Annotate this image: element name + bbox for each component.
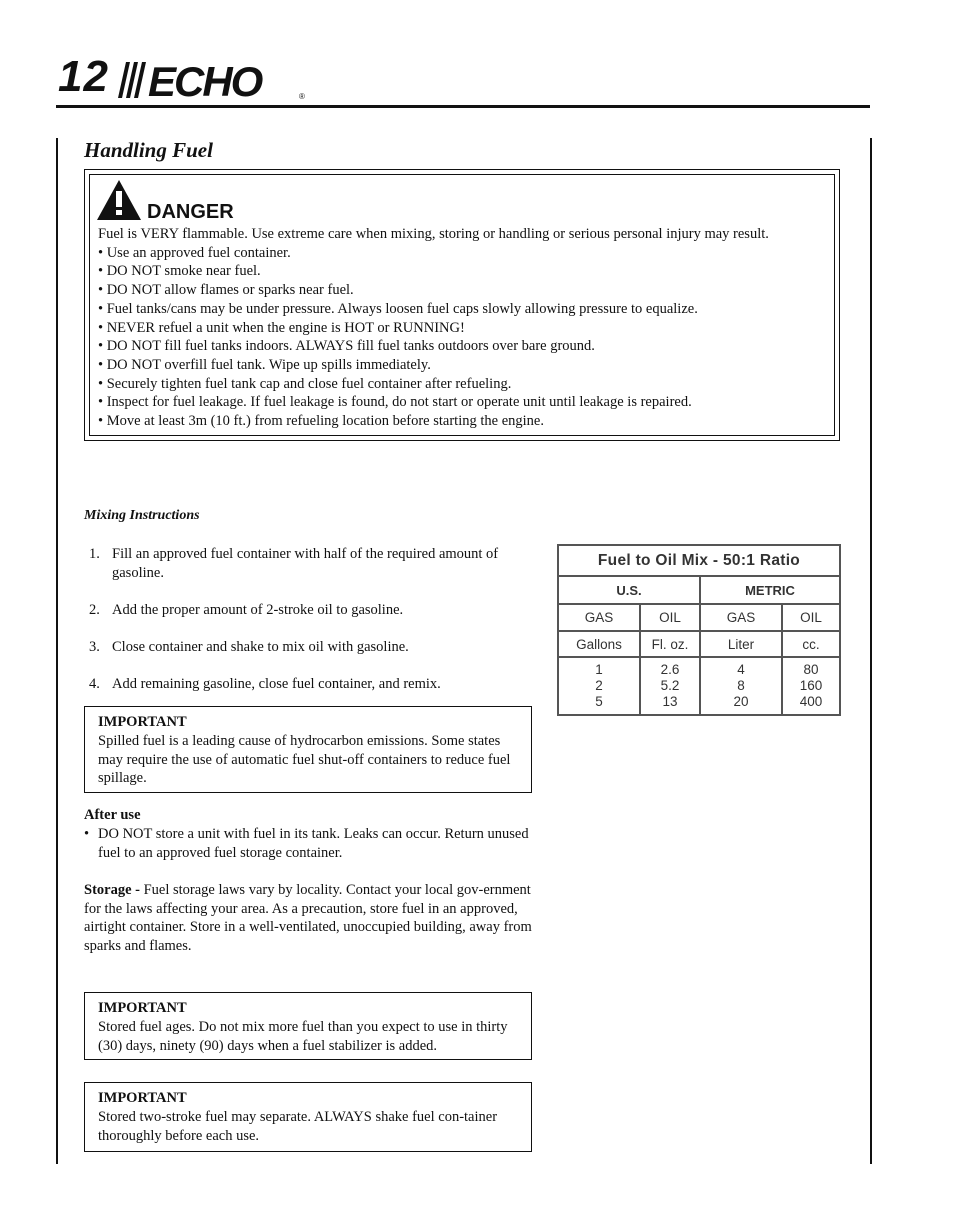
important-box-fuel-ages [84, 992, 532, 1060]
danger-item: • NEVER refuel a unit when the engine is HOT or RUNNING! [98, 319, 465, 336]
step-number: 4. [89, 676, 100, 692]
section-title: Handling Fuel [84, 138, 213, 162]
table-cell: 8 [737, 678, 745, 693]
important-text: Spilled fuel is a leading cause of hydrocarbon emissions. Some states may require the use of automatic fuel shut-off containers to reduce fuel spillage. [98, 732, 511, 787]
table-title: Fuel to Oil Mix - 50:1 Ratio [558, 545, 840, 576]
storage-text: Fuel storage laws vary by locality. Contact your local gov-ernment for the laws affecting your area. As a precaution, store fuel in an approved, airtight container. Store in a well-ventilated, unoccupied building, away from sparks and flames. [84, 882, 532, 955]
danger-item: • DO NOT fill fuel tanks indoors. ALWAYS fill fuel tanks outdoors over bare ground. [98, 338, 595, 355]
danger-text [98, 225, 828, 431]
fuel-oil-mix-table [557, 544, 841, 716]
table-cell: 4 [737, 662, 745, 677]
table-cell: 2 [595, 678, 603, 693]
step-text: Close container and shake to mix oil with gasoline. [112, 639, 409, 655]
table-cell: 5 [595, 694, 603, 709]
step-number: 3. [89, 639, 100, 655]
table-cell: 400 [799, 694, 823, 709]
danger-item: • Use an approved fuel container. [98, 244, 291, 261]
logo-wordmark: ECHO [148, 58, 262, 102]
danger-item: • Fuel tanks/cans may be under pressure. Always loosen fuel caps slowly allowing pressure to equalize. [98, 300, 698, 317]
table-values-column [700, 657, 782, 715]
table-group-metric: METRIC [700, 576, 840, 604]
after-use-section [84, 806, 534, 863]
danger-item: • DO NOT smoke near fuel. [98, 263, 261, 280]
header-rule [56, 105, 870, 108]
table-values-column [640, 657, 700, 715]
danger-intro: Fuel is VERY flammable. Use extreme care when mixing, storing or handling or serious personal injury may result. [98, 226, 769, 242]
table-column-header: GAS [700, 604, 782, 631]
danger-item: • DO NOT overfill fuel tank. Wipe up spills immediately. [98, 356, 431, 373]
table-column-header: OIL [782, 604, 840, 631]
table-cell: 20 [733, 694, 749, 709]
important-box-spilled-fuel [84, 706, 532, 793]
table-cell: 80 [803, 662, 819, 677]
important-heading: IMPORTANT [98, 1090, 187, 1106]
danger-item: • DO NOT allow flames or sparks near fuel. [98, 282, 354, 299]
mixing-heading: Mixing Instructions [84, 508, 200, 523]
danger-item: • Securely tighten fuel tank cap and close fuel container after refueling. [98, 375, 512, 392]
step-number: 2. [89, 602, 100, 618]
table-cell: 13 [662, 694, 678, 709]
step-text: Fill an approved fuel container with half of the required amount of gasoline. [112, 546, 499, 581]
table-group-us: U.S. [558, 576, 700, 604]
important-text: Stored fuel ages. Do not mix more fuel than you expect to use in thirty (30) days, ninety (90) days when a fuel stabilizer is added. [98, 1018, 508, 1054]
table-column-header: OIL [640, 604, 700, 631]
step-text: Add the proper amount of 2-stroke oil to gasoline. [112, 602, 404, 618]
table-cell: 5.2 [660, 678, 680, 693]
important-box-fuel-separate [84, 1082, 532, 1152]
storage-label: Storage - [84, 882, 140, 898]
important-text: Stored two-stroke fuel may separate. ALWAYS shake fuel con-tainer thoroughly before each use. [98, 1108, 498, 1144]
svg-text:®: ® [299, 92, 305, 101]
table-cell: 160 [799, 678, 823, 693]
table-unit: Liter [700, 631, 782, 657]
after-use-text: • DO NOT store a unit with fuel in its tank. Leaks can occur. Return unused fuel to an approved fuel storage container. [84, 825, 534, 863]
danger-item: • Inspect for fuel leakage. If fuel leakage is found, do not start or operate unit until leakage is repaired. [98, 394, 692, 411]
table-column-header: GAS [558, 604, 640, 631]
danger-item: • Move at least 3m (10 ft.) from refueling location before starting the engine. [98, 413, 544, 430]
important-heading: IMPORTANT [98, 714, 187, 730]
warning-triangle-icon [96, 179, 142, 226]
left-margin-rule [56, 138, 58, 1164]
right-margin-rule [870, 138, 872, 1164]
after-use-heading: After use [84, 807, 141, 823]
table-unit: Fl. oz. [640, 631, 700, 657]
important-heading: IMPORTANT [98, 1000, 187, 1016]
echo-logo [112, 56, 312, 107]
table-unit: Gallons [558, 631, 640, 657]
danger-label: DANGER [147, 201, 234, 223]
table-unit: cc. [782, 631, 840, 657]
step-text: Add remaining gasoline, close fuel container, and remix. [112, 676, 441, 692]
table-values-column [782, 657, 840, 715]
page-number: 12 [58, 52, 109, 101]
table-cell: 2.6 [660, 662, 680, 677]
storage-paragraph [84, 881, 534, 956]
table-cell: 1 [595, 662, 603, 677]
step-number: 1. [89, 546, 100, 562]
table-values-column [558, 657, 640, 715]
